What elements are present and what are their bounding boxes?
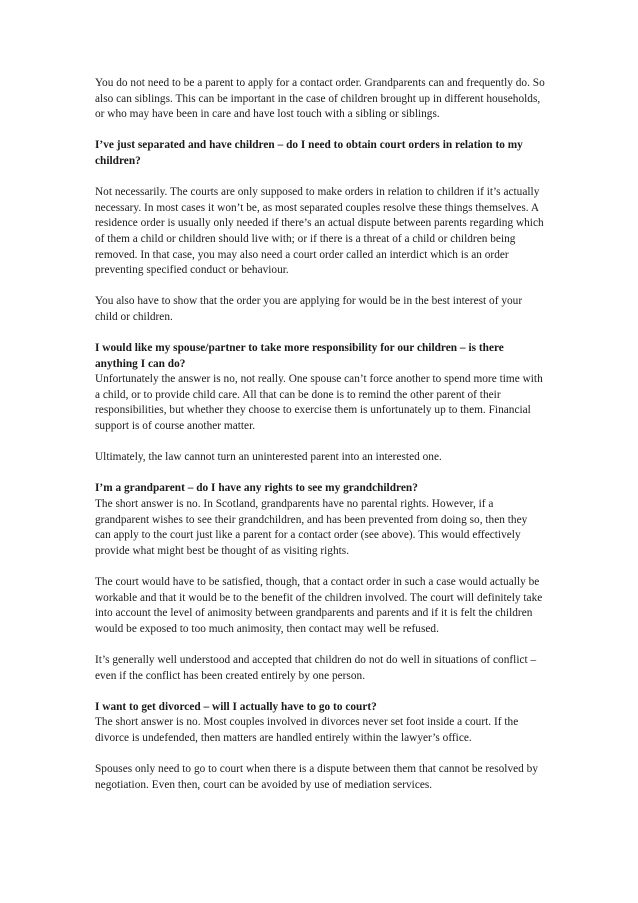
section-paragraph: Not necessarily. The courts are only supposed to make orders in relation to children if it’s actually necessary. In most cases it won’t be, as most separated couples resolve these things themselves. A residence order is usually only needed if there’s an actual dispute between parents regarding which of them a child or children should live with; or if there is a threat of a child or children being removed. In that case, you may also need a court order called an interdict which is an order preventing specified conduct or behaviour. [95, 186, 544, 277]
section-paragraph: The court would have to be satisfied, though, that a contact order in such a case would actually be workable and that it would be to the benefit of the children involved. The court will definitely take into account the level of animosity between grandparents and parents and if it is felt the children would be exposed to too much animosity, then contact may well be refused. [95, 576, 543, 635]
intro-paragraph: You do not need to be a parent to apply for a contact order. Grandparents can and frequently do. So also can siblings. This can be important in the case of children brought up in different households, or who may have been in care and have lost touch with a sibling or siblings. [95, 77, 545, 121]
section-paragraph: It’s generally well understood and accepted that children do not do well in situations of conflict – even if the conflict has been created entirely by one person. [95, 653, 537, 682]
document-page [95, 76, 545, 809]
section-paragraph: The short answer is no. Most couples involved in divorces never set foot inside a court. If the divorce is undefended, then matters are handled entirely within the lawyer’s office. [95, 716, 519, 744]
section-heading-divorce: I want to get divorced – will I actually have to go to court? [95, 700, 377, 713]
section-heading-responsibility: I would like my spouse/partner to take more responsibility for our children – is there anything I can do? [95, 342, 504, 370]
section-paragraph: Spouses only need to go to court when there is a dispute between them that cannot be resolved by negotiation. Even then, court can be avoided by use of mediation services. [95, 763, 539, 791]
section-paragraph: Unfortunately the answer is no, not really. One spouse can’t force another to spend more time with a child, or to provide child care. All that can be done is to remind the other parent of their responsibilities, but whether they choose to exercise them is unfortunately up to them. Financial support is of course another matter. [95, 373, 543, 433]
section-paragraph: You also have to show that the order you are applying for would be in the best interest of your child or children. [95, 295, 523, 323]
section-heading-separated: I’ve just separated and have children – do I need to obtain court orders in relation to my children? [95, 139, 523, 167]
section-heading-grandparent: I’m a grandparent – do I have any rights to see my grandchildren? [95, 482, 418, 495]
section-paragraph: The short answer is no. In Scotland, grandparents have no parental rights. However, if a grandparent wishes to see their grandchildren, and has been prevented from doing so, then they can apply to the court just like a parent for a contact order (see above). This would effectively provide what might best be thought of as visiting rights. [95, 498, 528, 557]
section-paragraph: Ultimately, the law cannot turn an uninterested parent into an interested one. [95, 451, 442, 464]
